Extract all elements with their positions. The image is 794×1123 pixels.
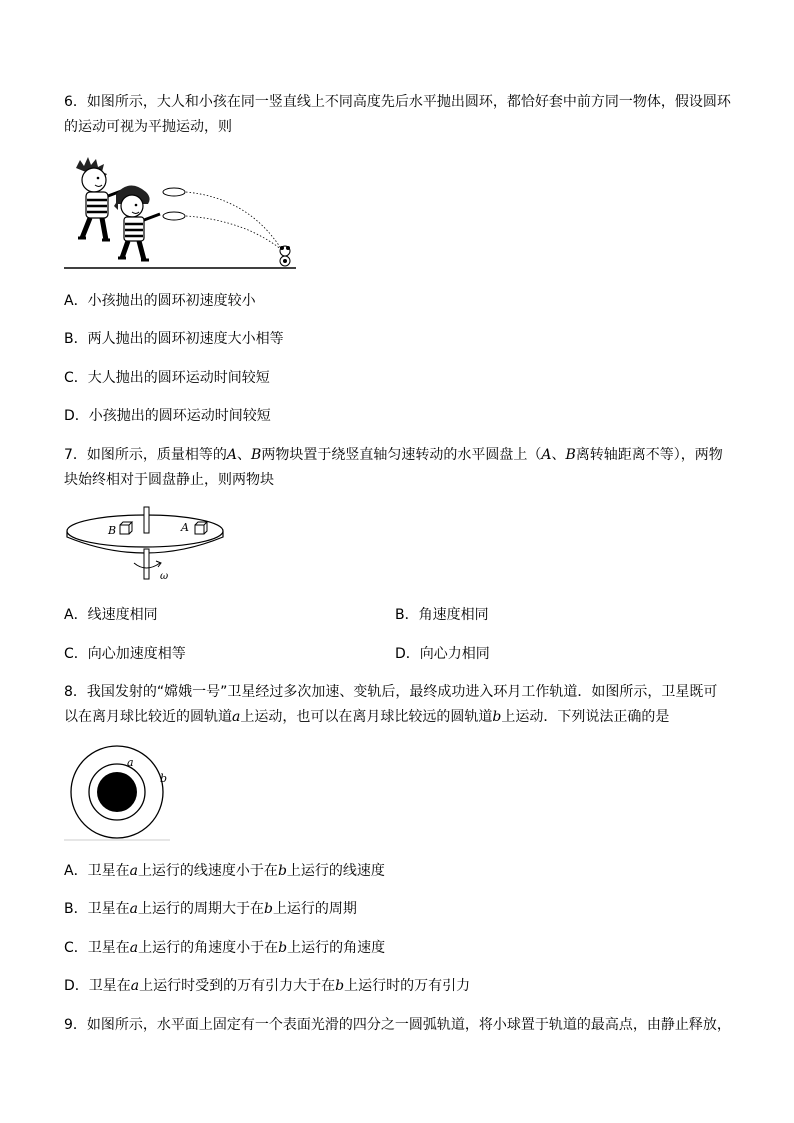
q7-option-a: A．线速度相同 [64,607,158,623]
q6-option-b: B．两人抛出的圆环初速度大小相等 [64,331,284,347]
q7-label-omega: ω [160,571,169,582]
q8-label-a: a [127,756,134,769]
q7-stem-line1: 7．如图所示，质量相等的A、B两物块置于绕竖直轴匀速转动的水平圆盘上（A、B离转轴距离不等），两物 [64,447,723,463]
q6-option-a: A．小孩抛出的圆环初速度较小 [64,293,256,309]
q8-stem-line2: 以在离月球比较近的圆轨道a上运动，也可以在离月球比较远的圆轨道b上运动．下列说法正确的是 [64,709,670,725]
q6-option-c: C．大人抛出的圆环运动时间较短 [64,370,270,386]
q8-label-b: b [160,772,168,785]
q8-option-a: A．卫星在a上运行的线速度小于在b上运行的线速度 [64,863,385,879]
q6-figure-children-throwing-rings [64,150,299,275]
q7-figure-rotating-disk [64,503,226,585]
q7-label-b: B [108,524,117,537]
q8-option-c: C．卫星在a上运行的角速度小于在b上运行的角速度 [64,940,386,956]
q6-stem-line2: 的运动可视为平抛运动，则 [64,119,232,135]
q7-option-b: B．角速度相同 [395,607,489,623]
q8-figure-orbits [64,740,172,842]
q8-option-b: B．卫星在a上运行的周期大于在b上运行的周期 [64,901,357,917]
q6-stem-line1: 6．如图所示，大人和小孩在同一竖直线上不同高度先后水平抛出圆环，都恰好套中前方同一物体，假设圆环 [64,94,731,110]
q7-label-a: A [181,521,189,534]
q7-option-d: D．向心力相同 [395,646,490,662]
q8-option-d: D．卫星在a上运行时受到的万有引力大于在b上运行时的万有引力 [64,978,471,994]
q7-option-c: C．向心加速度相等 [64,646,186,662]
q6-option-d: D．小孩抛出的圆环运动时间较短 [64,408,271,424]
q7-stem-line2: 块始终相对于圆盘静止，则两物块 [64,472,274,488]
q8-stem-line1: 8．我国发射的“嫦娥一号”卫星经过多次加速、变轨后，最终成功进入环月工作轨道．如图所示，卫星既可 [64,684,718,700]
q9-stem-line1: 9．如图所示，水平面上固定有一个表面光滑的四分之一圆弧轨道，将小球置于轨道的最高点，由静止释放， [64,1017,731,1033]
